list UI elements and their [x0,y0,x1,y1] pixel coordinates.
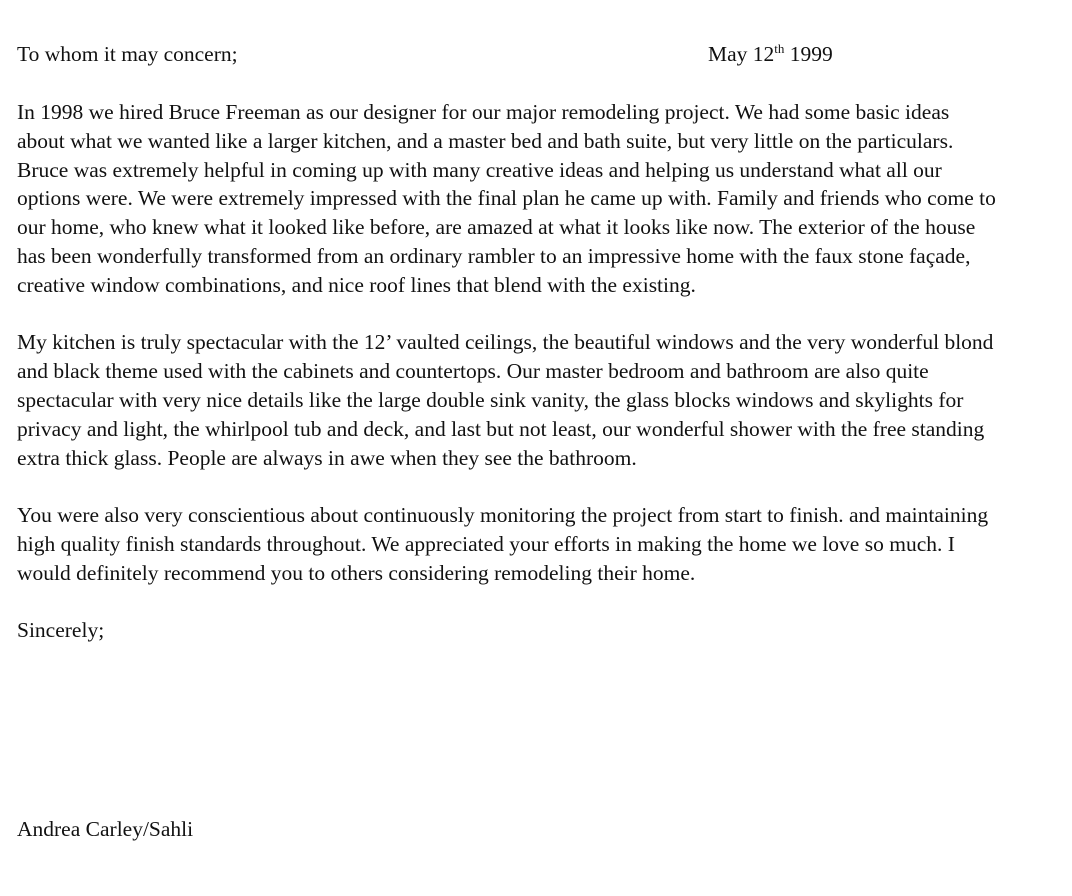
letter-body [17,40,1017,841]
letter-header [17,40,1017,69]
date-year: 1999 [784,42,833,66]
salutation: To whom it may concern; [17,42,238,66]
date-ordinal-suffix: th [774,41,785,56]
paragraph-kitchen-bath: My kitchen is truly spectacular with the 12’ vaulted ceilings, the beautiful windows and the very wonderful blond and black theme used with the cabinets and countertops. Our master bedroom and bathroom are also quite spectacular with very nice details like the large double sink vanity, the glass blocks windows and skylights for privacy and light, the whirlpool tub and deck, and last but not least, our wonderful shower with the free standing extra thick glass. People are always in awe when they see the bathroom. [17,330,994,470]
letter-date [708,40,833,69]
closing: Sincerely; [17,618,105,643]
signature-name: Andrea Carley/Sahli [17,817,194,841]
date-month-day: May 12 [708,42,775,66]
paragraph-recommendation: You were also very conscientious about continuously monitoring the project from start to finish. and maintaining high quality finish standards throughout. We appreciated your efforts in making the home we love so much. I would definitely recommend you to others considering remodeling their home. [17,503,989,585]
paragraph-designer-praise: In 1998 we hired Bruce Freeman as our designer for our major remodeling project. We had some basic ideas about what we wanted like a larger kitchen, and a master bed and bath suite, but very little on the particulars. Bruce was extremely helpful in coming up with many creative ideas and helping us understand what all our options were. We were extremely impressed with the final plan he came up with. Family and friends who come to our home, who knew what it looked like before, are amazed at what it looks like now. The exterior of the house has been wonderfully transformed from an ordinary rambler to an impressive home with the faux stone façade, creative window combinations, and nice roof lines that blend with the existing. [17,100,996,297]
